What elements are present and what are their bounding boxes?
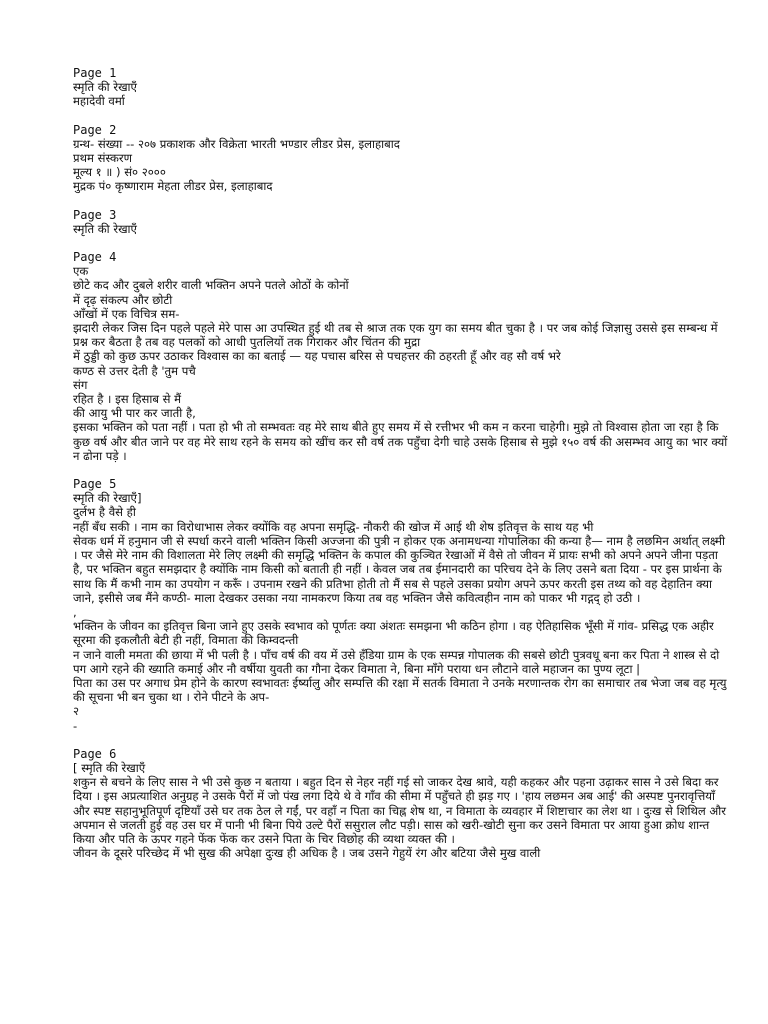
page-number-label: Page 3 [73, 207, 117, 222]
text-line: २ [73, 704, 80, 719]
text-line: दुर्लभ है वैसे ही [73, 505, 136, 520]
text-line: नहीं बँध सकी । नाम का विरोधाभास लेकर क्योंकि वह अपना समृद्धि- नौकरी की खोज में आई थी शेष इतिवृत्त के साथ यह भी [73, 519, 594, 534]
page-number-label: Page 1 [73, 66, 117, 80]
text-line: जीवन के दूसरे परिच्छेद में भी सुख की अपेक्षा दुःख ही अधिक है । जब उसने गेहुयें रंग और बटिया जैसे मुख वाली [73, 846, 541, 861]
page-section [73, 477, 728, 733]
text-line: महादेवी वर्मा [73, 94, 125, 109]
text-line: इसका भक्तिन को पता नहीं । पता हो भी तो सम्भवतः वह मेरे साथ बीते हुए समय में से रत्तीभर भी कम न करना चाहेगी। मुझे तो विश्वास होता जा रहा है कि कुछ वर्ष और बीत जाने पर वह मेरे साथ रहने के समय को खींच कर सौ वर्ष तक पहुँचा देगी चाहे उसके हिसाब से मुझे १५० वर्ष की असम्भव आयु का भार क्यों न ढोना पड़े । [73, 420, 728, 463]
text-line: न जाने वाली ममता की छाया में भी पली है । पाँच वर्ष की वय में उसे हँडिया ग्राम के एक सम्पन्न गोपालक की सबसे छोटी पुत्रवधू बना कर पिता ने शास्त्र से दो पग आगे रहने की ख्याति कमाई और नौ वर्षीया युवती का गौना देकर विमाता ने, बिना माँगे पराया धन लौटाने वाले महाजन का पुण्य लूटा | [73, 647, 720, 676]
page-number-label: Page 5 [73, 477, 117, 492]
page-section [73, 208, 728, 236]
text-line: - [73, 718, 78, 733]
page-section [73, 250, 728, 463]
text-line: स्मृति की रेखाएँ] [73, 491, 142, 506]
text-line: प्रथम संस्करण [73, 151, 132, 166]
text-line: मूल्य १ ॥ ) सं० २००० [73, 165, 166, 180]
text-line: में ठुड्डी को कुछ ऊपर उठाकर विश्वास का का बताई — यह पचास बरिस से पचहत्तर की ठहरती हूँ और वह सौ वर्ष भरे [73, 349, 561, 364]
text-line: , [73, 604, 77, 619]
page-number-label: Page 2 [73, 122, 117, 137]
text-line: भक्तिन के जीवन का इतिवृत्त बिना जाने हुए उसके स्वभाव को पूर्णतः क्या अंशतः समझना भी कठिन होगा । वह ऐतिहासिक भूँसी में गांव- प्रसिद्ध एक अहीर सूरमा की इकलौती बेटी ही नहीं, विमाता की किम्वदन्ती [73, 619, 714, 648]
page-section [73, 66, 728, 109]
text-line: संग [73, 377, 88, 392]
text-line: पिता का उस पर अगाध प्रेम होने के कारण स्वभावतः ईर्ष्यालु और सम्पत्ति की रक्षा में सतर्क विमाता ने उनके मरणान्तक रोग का समाचार तब भेजा जब वह मृत्यु की सूचना भी बन चुका था । रोने पीटने के अप- [73, 675, 727, 705]
text-line: आँखों में एक विचित्र सम- [73, 306, 180, 321]
page-section [73, 123, 728, 194]
page-section [73, 747, 728, 861]
page-number-label: Page 4 [73, 250, 117, 265]
text-line: झदारी लेकर जिस दिन पहले पहले मेरे पास आ उपस्थित हुई थी तब से श्राज तक एक युग का समय बीत चुका है । पर जब कोई जिज्ञासु उससे इस सम्बन्ध में प्रश्न कर बैठता है तब वह पलकों को आधी पुतलियों तक गिराकर और चिंतन की मुद्रा [73, 321, 718, 350]
page-number-label: Page 6 [73, 746, 117, 761]
text-line: रहित है । इस हिसाब से मैं [73, 392, 182, 407]
text-line: में दृढ़ संकल्प और छोटी [73, 292, 173, 307]
text-line: की आयु भी पार कर जाती है, [73, 406, 196, 421]
text-line: स्मृति की रेखाएँ [73, 221, 137, 236]
text-line: शकुन से बचने के लिए सास ने भी उसे कुछ न बताया । बहुत दिन से नेहर नहीं गई सो जाकर देख श्रावे, यही कहकर और पहना उढ़ाकर सास ने उसे बिदा कर दिया । इस अप्रत्याशित अनुग्रह ने उसके पैरों में जो पंख लगा दिये थे वे गाँव की सीमा में पहुँचते ही झड़ गए । 'हाय लछमन अब आई' की अस्पष्ट पुनरावृत्तियाँ और स्पष्ट सहानुभूतिपूर्ण दृष्टियाँ उसे घर तक ठेल ले गईं, पर वहाँ न पिता का चिह्न शेष था, न विमाता के व्यवहार में शिष्टाचार का लेश था । दुःख से शिथिल और अपमान से जलती हुई वह उस घर में पानी भी बिना पिये उल्टे पैरों ससुराल लौट पड़ी। सास को खरी-खोटी सुना कर उसने विमाता पर आया हुआ क्रोध शान्त किया और पति के ऊपर गहने फेंक फेंक कर उसने पिता के चिर विछोह की व्यथा व्यक्त की । [73, 775, 727, 846]
text-line: स्मृति की रेखाएँ [73, 80, 137, 95]
text-line: कण्ठ से उत्तर देती है 'तुम पचै [73, 363, 196, 378]
text-line: छोटे कद और दुबले शरीर वाली भक्तिन अपने पतले ओठों के कोनों [73, 278, 349, 293]
text-line: [ स्मृति की रेखाएँ [73, 760, 146, 775]
text-line: सेवक धर्म में हनुमान जी से स्पर्धा करने वाली भक्तिन किसी अज्जना की पुत्री न होकर एक अनामधन्या गोपालिका की कन्या है— नाम है लछमिन अर्थात् लक्ष्मी । पर जैसे मेरे नाम की विशालता मेरे लिए लक्ष्मी की समृद्धि भक्तिन के कपाल की कुञ्चित रेखाओं में वैसे तो जीवन में प्रायः सभी को अपने अपने जीना पड़ता है, पर भक्तिन बहुत समझदार है क्योंकि नाम किसी को बताती ही नहीं । केवल जब तब ईमानदारी का परिचय देने के लिए उसने बता दिया - पर इस प्रार्थना के साथ कि मैं कभी नाम का उपयोग न करूँ । उपनाम रखने की प्रतिभा होती तो मैं सब से पहले उसका प्रयोग अपने ऊपर करती इस तथ्य को वह देहातिन क्या जाने, इसीसे जब मैंने कण्ठी- माला देखकर उसका नया नामकरण किया तब वह भक्तिन जैसे कवित्वहीन नाम को पाकर भी गद्गद् हो उठी । [73, 533, 725, 605]
text-line: मुद्रक पं० कृष्णाराम मेहता लीडर प्रेस, इलाहाबाद [73, 179, 273, 194]
text-line: ग्रन्थ- संख्या -- २०७ प्रकाशक और विक्रेता भारती भण्डार लीडर प्रेस, इलाहाबाद [73, 136, 400, 151]
text-line: एक [73, 264, 89, 279]
